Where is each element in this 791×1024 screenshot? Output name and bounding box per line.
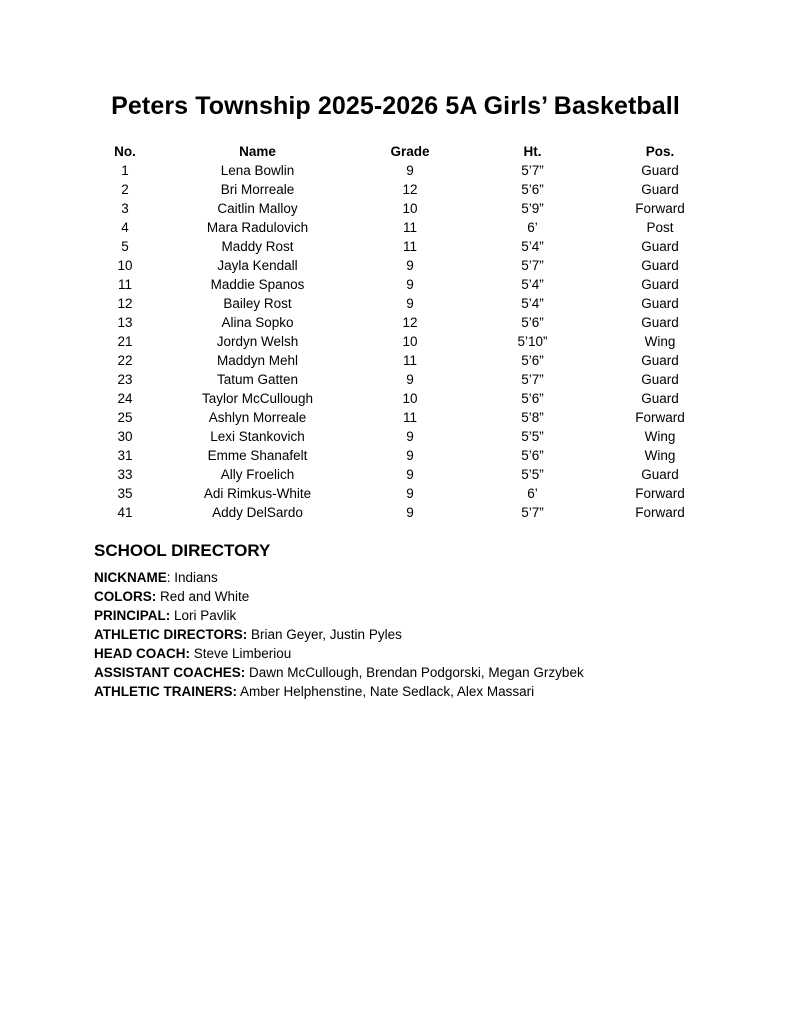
directory-item-label: COLORS: bbox=[94, 589, 157, 604]
table-row bbox=[95, 275, 715, 294]
player-height: 5’7” bbox=[521, 163, 544, 178]
player-name: Alina Sopko bbox=[221, 315, 294, 330]
player-position: Guard bbox=[641, 239, 679, 254]
directory-item-label: PRINCIPAL: bbox=[94, 608, 171, 623]
table-row bbox=[95, 180, 715, 199]
player-name: Maddy Rost bbox=[221, 239, 294, 254]
player-grade: 9 bbox=[406, 372, 414, 387]
school-directory-heading: SCHOOL DIRECTORY bbox=[94, 541, 271, 560]
directory-item-label: NICKNAME bbox=[94, 570, 167, 585]
directory-item-label: ASSISTANT COACHES: bbox=[94, 665, 246, 680]
table-row bbox=[95, 389, 715, 408]
player-grade: 12 bbox=[402, 182, 418, 197]
player-grade: 9 bbox=[406, 296, 414, 311]
player-position: Guard bbox=[641, 315, 679, 330]
table-row bbox=[95, 237, 715, 256]
player-number: 13 bbox=[117, 315, 133, 330]
player-name: Ally Froelich bbox=[220, 467, 295, 482]
player-name: Jordyn Welsh bbox=[216, 334, 299, 349]
player-height: 6’ bbox=[527, 220, 538, 235]
player-name: Addy DelSardo bbox=[212, 505, 303, 520]
player-position: Post bbox=[646, 220, 674, 235]
header-name: Name bbox=[239, 143, 276, 159]
directory-item-label: ATHLETIC DIRECTORS: bbox=[94, 627, 248, 642]
player-position: Guard bbox=[641, 467, 679, 482]
player-height: 6’ bbox=[527, 486, 538, 501]
player-grade: 11 bbox=[402, 353, 417, 368]
player-name: Ashlyn Morreale bbox=[208, 410, 307, 425]
player-name: Bri Morreale bbox=[220, 182, 295, 197]
player-height: 5’5” bbox=[521, 467, 544, 482]
table-row bbox=[95, 370, 715, 389]
player-number: 3 bbox=[121, 201, 129, 216]
player-number: 25 bbox=[117, 410, 133, 425]
player-number: 21 bbox=[117, 334, 133, 349]
directory-item bbox=[94, 606, 584, 625]
table-row bbox=[95, 446, 715, 465]
player-name: Lena Bowlin bbox=[220, 163, 295, 178]
player-name: Bailey Rost bbox=[223, 296, 292, 311]
player-height: 5’7” bbox=[521, 505, 544, 520]
directory-item bbox=[94, 625, 584, 644]
player-grade: 9 bbox=[406, 163, 414, 178]
player-name: Adi Rimkus-White bbox=[203, 486, 312, 501]
school-directory-list bbox=[94, 568, 584, 701]
page-title: Peters Township 2025-2026 5A Girls’ Basketball bbox=[111, 92, 680, 120]
player-grade: 9 bbox=[406, 486, 414, 501]
directory-item-value: Dawn McCullough, Brendan Podgorski, Megan Grzybek bbox=[249, 665, 584, 680]
player-height: 5’4” bbox=[521, 296, 544, 311]
player-number: 11 bbox=[117, 277, 132, 292]
player-position: Forward bbox=[635, 486, 685, 501]
table-row bbox=[95, 199, 715, 218]
table-row bbox=[95, 465, 715, 484]
player-name: Emme Shanafelt bbox=[207, 448, 308, 463]
directory-item bbox=[94, 663, 584, 682]
player-grade: 10 bbox=[402, 334, 418, 349]
player-height: 5’6” bbox=[521, 182, 544, 197]
directory-item-value: Red and White bbox=[160, 589, 250, 604]
header-position: Pos. bbox=[645, 143, 675, 159]
header-no: No. bbox=[114, 143, 136, 159]
player-height: 5’6” bbox=[521, 391, 544, 406]
player-name: Mara Radulovich bbox=[206, 220, 309, 235]
player-number: 2 bbox=[121, 182, 129, 197]
player-height: 5’5” bbox=[521, 429, 544, 444]
directory-item-label: HEAD COACH: bbox=[94, 646, 190, 661]
directory-item bbox=[94, 568, 584, 587]
table-row bbox=[95, 484, 715, 503]
roster-header-row bbox=[95, 141, 715, 161]
player-position: Guard bbox=[641, 353, 679, 368]
player-position: Guard bbox=[641, 258, 679, 273]
directory-item-value: Steve Limberiou bbox=[193, 646, 292, 661]
player-number: 24 bbox=[117, 391, 133, 406]
table-row bbox=[95, 313, 715, 332]
player-position: Guard bbox=[641, 372, 679, 387]
table-row bbox=[95, 351, 715, 370]
player-number: 35 bbox=[117, 486, 133, 501]
player-name: Lexi Stankovich bbox=[210, 429, 305, 444]
table-row bbox=[95, 427, 715, 446]
player-position: Guard bbox=[641, 296, 679, 311]
player-grade: 9 bbox=[406, 277, 414, 292]
player-number: 30 bbox=[117, 429, 133, 444]
player-number: 41 bbox=[117, 505, 133, 520]
header-grade: Grade bbox=[390, 143, 430, 159]
player-grade: 9 bbox=[406, 505, 414, 520]
player-position: Forward bbox=[635, 201, 685, 216]
directory-item-value: Brian Geyer, Justin Pyles bbox=[251, 627, 402, 642]
player-number: 5 bbox=[121, 239, 129, 254]
player-number: 31 bbox=[117, 448, 133, 463]
player-height: 5’7” bbox=[521, 372, 544, 387]
player-number: 33 bbox=[117, 467, 133, 482]
player-grade: 12 bbox=[402, 315, 418, 330]
table-row bbox=[95, 218, 715, 237]
player-height: 5’6” bbox=[521, 353, 544, 368]
player-grade: 10 bbox=[402, 391, 418, 406]
player-grade: 9 bbox=[406, 467, 414, 482]
player-height: 5’4” bbox=[521, 239, 544, 254]
player-position: Guard bbox=[641, 182, 679, 197]
directory-item bbox=[94, 587, 584, 606]
player-height: 5’7” bbox=[521, 258, 544, 273]
roster-body bbox=[95, 161, 715, 522]
roster-table bbox=[95, 141, 715, 522]
player-position: Guard bbox=[641, 391, 679, 406]
table-row bbox=[95, 161, 715, 180]
player-height: 5’6” bbox=[521, 448, 544, 463]
header-height: Ht. bbox=[523, 143, 542, 159]
player-height: 5’8” bbox=[521, 410, 544, 425]
player-number: 4 bbox=[121, 220, 129, 235]
player-name: Tatum Gatten bbox=[216, 372, 299, 387]
player-number: 23 bbox=[117, 372, 133, 387]
player-number: 22 bbox=[117, 353, 133, 368]
player-position: Guard bbox=[641, 163, 679, 178]
player-height: 5’4” bbox=[521, 277, 544, 292]
player-grade: 9 bbox=[406, 448, 414, 463]
player-position: Wing bbox=[644, 334, 676, 349]
table-row bbox=[95, 503, 715, 522]
player-grade: 9 bbox=[406, 258, 414, 273]
directory-item-label: ATHLETIC TRAINERS: bbox=[94, 684, 237, 699]
player-position: Guard bbox=[641, 277, 679, 292]
player-height: 5’10” bbox=[517, 334, 548, 349]
player-position: Wing bbox=[644, 429, 676, 444]
player-name: Caitlin Malloy bbox=[217, 201, 298, 216]
directory-item bbox=[94, 682, 584, 701]
directory-item-value: Indians bbox=[174, 570, 218, 585]
table-row bbox=[95, 294, 715, 313]
player-position: Forward bbox=[635, 410, 685, 425]
player-grade: 11 bbox=[402, 220, 417, 235]
player-position: Forward bbox=[635, 505, 685, 520]
player-height: 5’9” bbox=[521, 201, 544, 216]
player-grade: 11 bbox=[402, 239, 417, 254]
player-position: Wing bbox=[644, 448, 676, 463]
directory-item-separator: : bbox=[166, 570, 175, 585]
player-number: 1 bbox=[121, 163, 129, 178]
directory-item-value: Lori Pavlik bbox=[174, 608, 237, 623]
player-number: 12 bbox=[117, 296, 133, 311]
player-height: 5’6” bbox=[521, 315, 544, 330]
player-name: Maddyn Mehl bbox=[216, 353, 299, 368]
player-number: 10 bbox=[117, 258, 133, 273]
player-name: Jayla Kendall bbox=[217, 258, 298, 273]
directory-item-value: Amber Helphenstine, Nate Sedlack, Alex Massari bbox=[240, 684, 535, 699]
player-grade: 11 bbox=[402, 410, 417, 425]
player-name: Taylor McCullough bbox=[201, 391, 314, 406]
player-grade: 9 bbox=[406, 429, 414, 444]
table-row bbox=[95, 332, 715, 351]
table-row bbox=[95, 256, 715, 275]
table-row bbox=[95, 408, 715, 427]
directory-item bbox=[94, 644, 584, 663]
player-grade: 10 bbox=[402, 201, 418, 216]
player-name: Maddie Spanos bbox=[210, 277, 305, 292]
